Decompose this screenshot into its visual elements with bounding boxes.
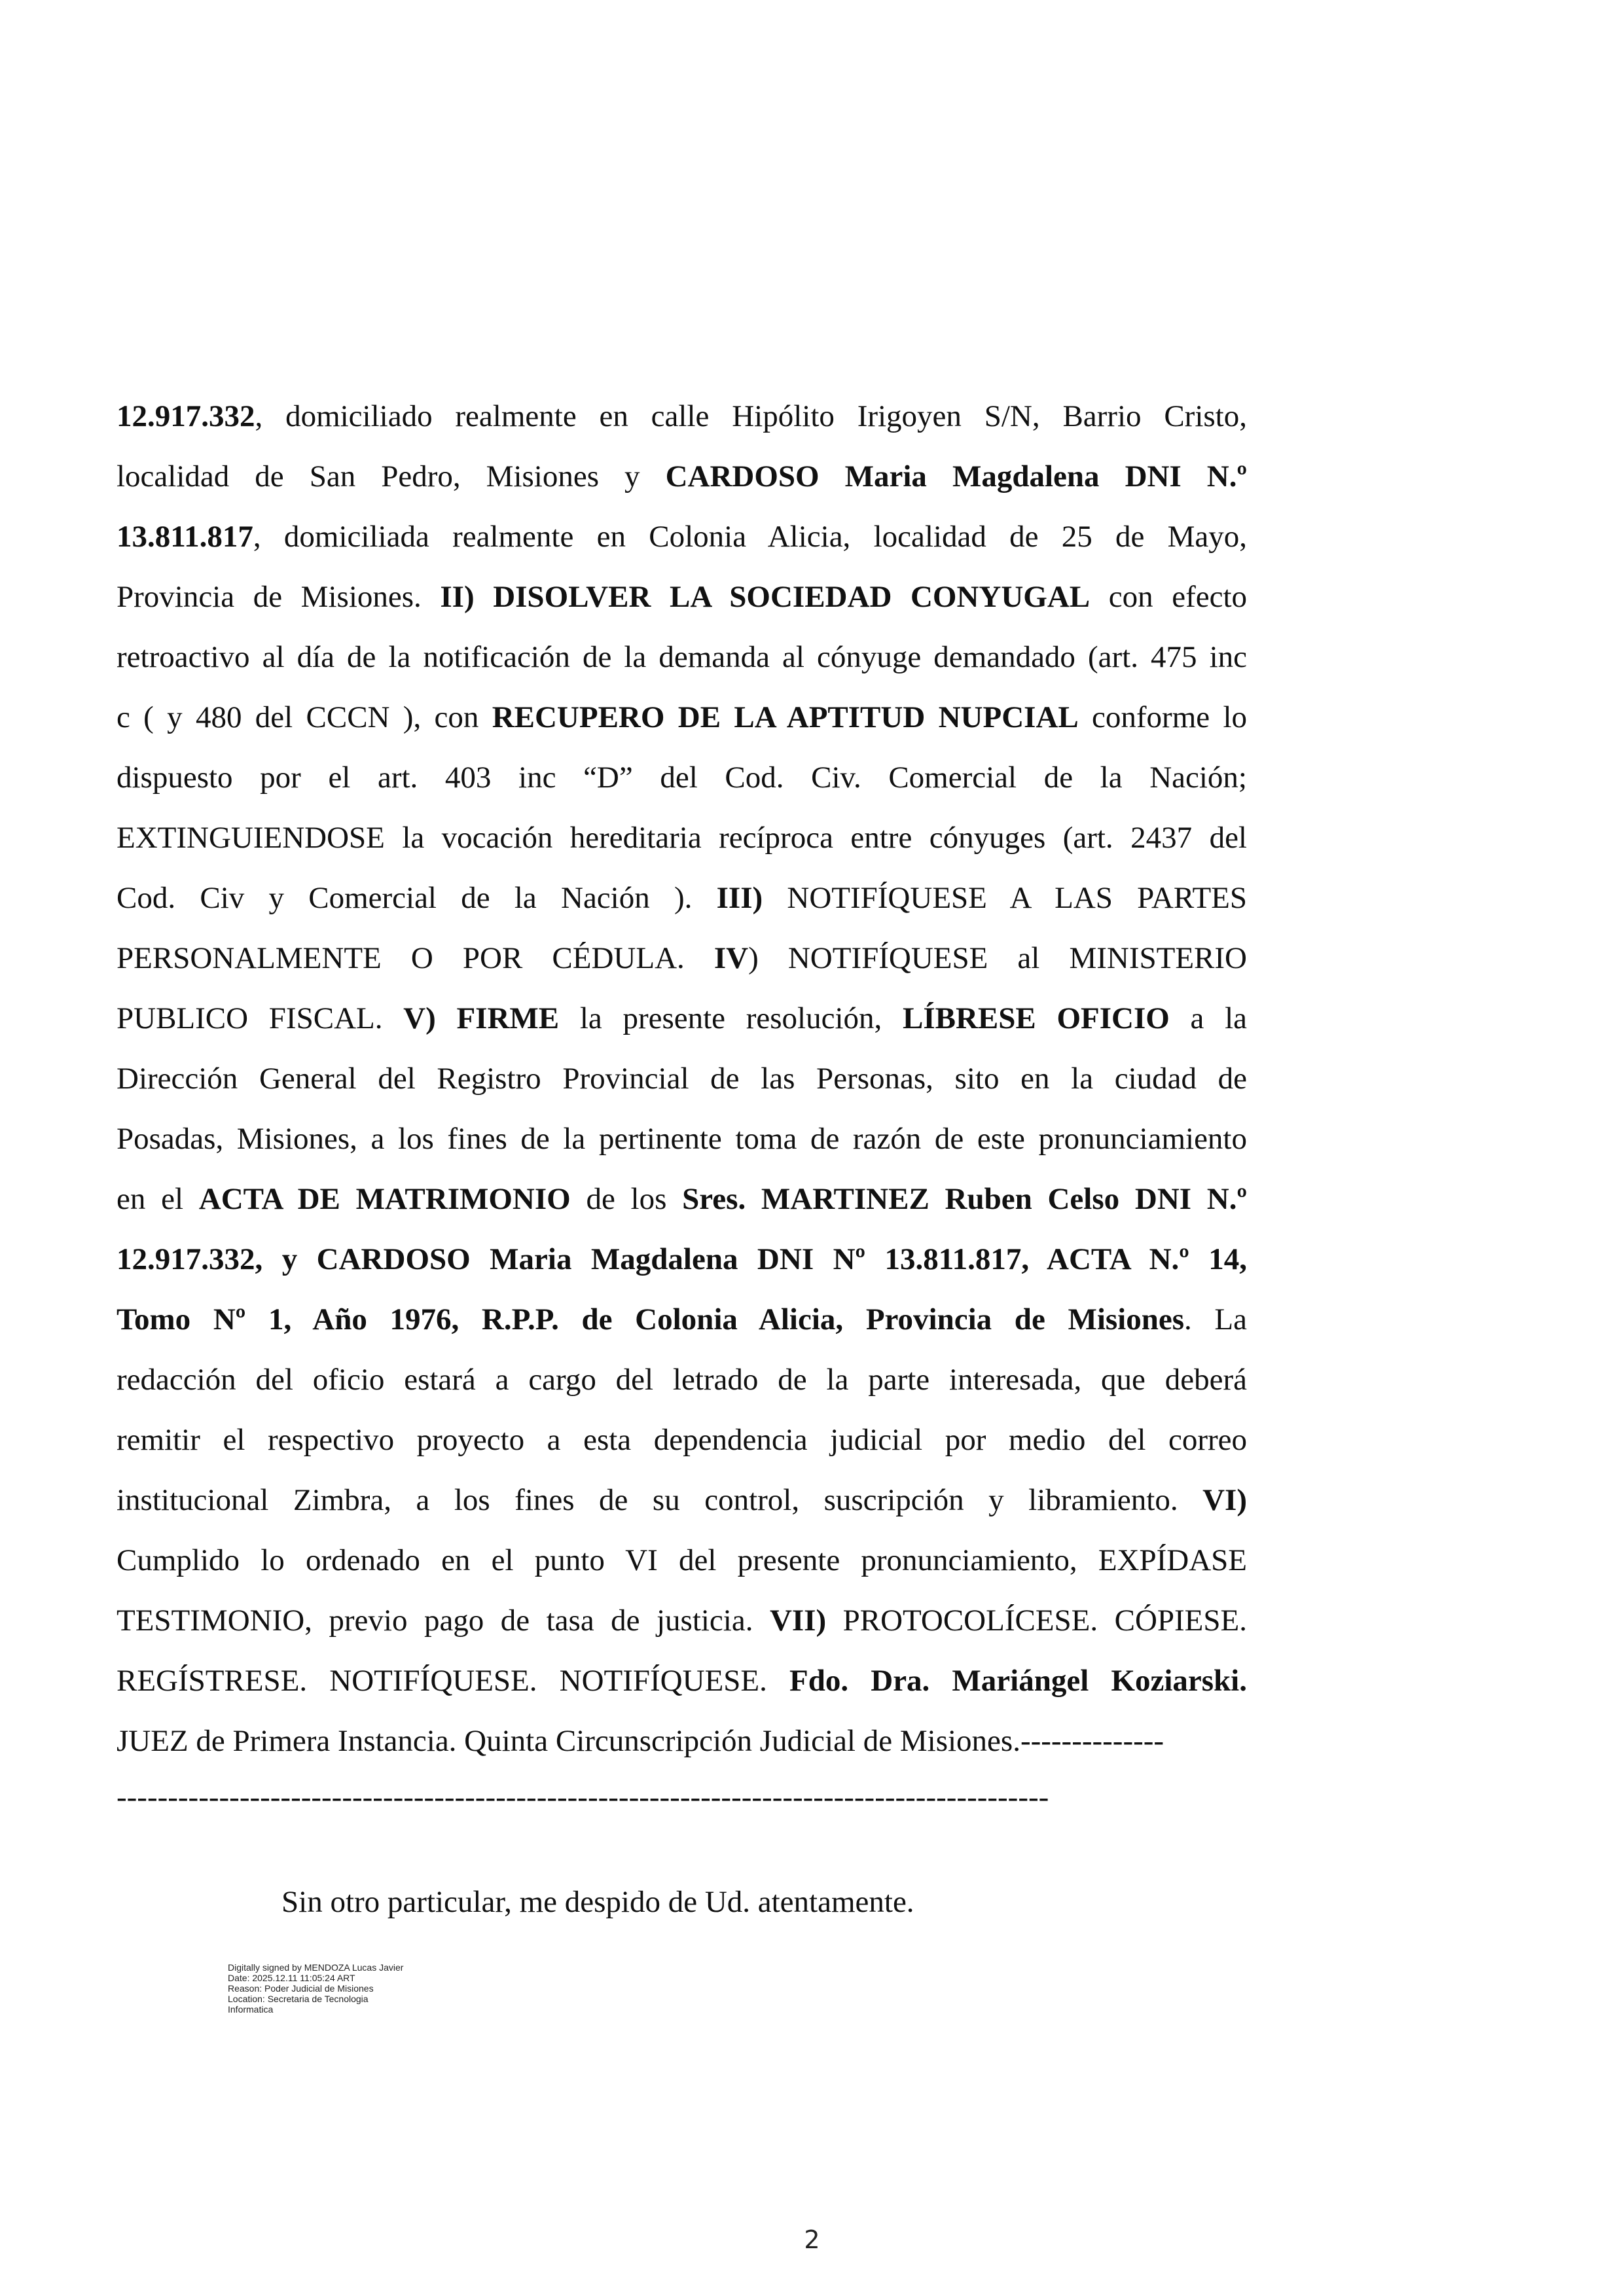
text-segment: a la <box>1169 1001 1248 1035</box>
text-line <box>117 687 1247 747</box>
text-segment: , domiciliada realmente en Colonia Alicia, localidad de 25 de Mayo, <box>253 520 1247 554</box>
text-line <box>117 446 1247 507</box>
text-line <box>117 507 1247 567</box>
text-segment: de los <box>570 1182 683 1216</box>
text-segment: localidad de San Pedro, Misiones y <box>117 459 666 493</box>
text-segment: TESTIMONIO, previo pago de tasa de justicia. <box>117 1604 770 1638</box>
bold-text-segment: III) <box>716 881 763 915</box>
text-segment: EXTINGUIENDOSE la vocación hereditaria recíproca entre cónyuges (art. 2437 del <box>117 821 1247 855</box>
bold-text-segment: IV <box>713 941 749 975</box>
text-segment: Cumplido lo ordenado en el punto VI del presente pronunciamiento, EXPÍDASE <box>117 1543 1247 1577</box>
bold-text-segment: 12.917.332 <box>117 399 255 433</box>
signature-location: Location: Secretaria de Tecnologia <box>228 1994 369 2004</box>
bold-text-segment: VII) <box>769 1604 827 1638</box>
page-number: 2 <box>804 2225 820 2254</box>
signature-signer: Digitally signed by MENDOZA Lucas Javier <box>228 1962 404 1973</box>
bold-text-segment: II) DISOLVER LA SOCIEDAD CONYUGAL <box>440 580 1091 614</box>
signature-reason: Reason: Poder Judicial de Misiones <box>228 1983 374 1994</box>
text-segment: remitir el respectivo proyecto a esta dependencia judicial por medio del correo <box>117 1423 1247 1457</box>
text-segment: Dirección General del Registro Provincial de las Personas, sito en la ciudad de <box>117 1062 1247 1096</box>
text-segment: NOTIFÍQUESE A LAS PARTES <box>763 881 1248 915</box>
text-segment: dispuesto por el art. 403 inc “D” del Cod. Civ. Comercial de la Nación; <box>117 761 1247 795</box>
bold-text-segment: 13.811.817 <box>117 520 253 554</box>
text-line <box>117 1470 1247 1530</box>
bold-text-segment: V) FIRME <box>403 1001 560 1035</box>
text-segment: REGÍSTRESE. NOTIFÍQUESE. NOTIFÍQUESE. <box>117 1664 790 1698</box>
text-line <box>117 1109 1247 1169</box>
bold-text-segment: Fdo. Dra. Mariángel Koziarski. <box>789 1664 1247 1698</box>
text-line <box>117 808 1247 868</box>
text-segment: retroactivo al día de la notificación de la demanda al cónyuge demandado (art. 475 inc <box>117 640 1247 674</box>
text-segment: PERSONALMENTE O POR CÉDULA. <box>117 941 714 975</box>
closing-farewell: Sin otro particular, me despido de Ud. atentamente. <box>281 1885 914 1919</box>
text-line <box>117 1350 1247 1410</box>
resolution-body-text <box>117 386 1247 1771</box>
text-segment: c ( y 480 del CCCN ), con <box>117 700 492 734</box>
bold-text-segment: Sres. MARTINEZ Ruben Celso DNI N.º <box>682 1182 1247 1216</box>
text-line <box>117 1410 1247 1470</box>
signature-location-cont: Informatica <box>228 2004 274 2015</box>
text-line <box>117 627 1247 687</box>
text-line <box>117 1651 1247 1711</box>
text-segment: . La <box>1184 1302 1247 1336</box>
text-segment: conforme lo <box>1078 700 1248 734</box>
text-line <box>117 1590 1247 1651</box>
text-segment: JUEZ de Primera Instancia. Quinta Circunscripción Judicial de Misiones.-------------- <box>117 1724 1164 1758</box>
text-segment: redacción del oficio estará a cargo del letrado de la parte interesada, que deberá <box>117 1363 1247 1397</box>
text-line <box>117 386 1247 446</box>
text-segment: Provincia de Misiones. <box>117 580 441 614</box>
text-segment: , domiciliado realmente en calle Hipólito Irigoyen S/N, Barrio Cristo, <box>255 399 1247 433</box>
text-line <box>117 1289 1247 1350</box>
text-segment: ) NOTIFÍQUESE al MINISTERIO <box>748 941 1247 975</box>
text-line <box>117 1530 1247 1590</box>
text-segment: institucional Zimbra, a los fines de su control, suscripción y libramiento. <box>117 1483 1203 1517</box>
dash-separator-line: ------------------------------------------------------------------------------------------- <box>117 1780 1049 1814</box>
bold-text-segment: RECUPERO DE LA APTITUD NUPCIAL <box>492 700 1079 734</box>
text-line <box>117 868 1247 928</box>
bold-text-segment: 12.917.332, y CARDOSO Maria Magdalena DNI Nº 13.811.817, ACTA N.º 14, <box>117 1242 1247 1276</box>
text-segment: en el <box>117 1182 199 1216</box>
text-segment: Cod. Civ y Comercial de la Nación ). <box>117 881 717 915</box>
bold-text-segment: LÍBRESE OFICIO <box>902 1001 1170 1035</box>
bold-text-segment: Tomo Nº 1, Año 1976, R.P.P. de Colonia Alicia, Provincia de Misiones <box>117 1302 1185 1336</box>
digital-signature-stamp <box>228 1962 503 2015</box>
bold-text-segment: ACTA DE MATRIMONIO <box>198 1182 571 1216</box>
text-segment: PUBLICO FISCAL. <box>117 1001 404 1035</box>
text-line <box>117 1711 1247 1771</box>
text-line <box>117 1049 1247 1109</box>
text-line <box>117 567 1247 627</box>
text-segment: PROTOCOLÍCESE. CÓPIESE. <box>826 1604 1247 1638</box>
signature-date: Date: 2025.12.11 11:05:24 ART <box>228 1973 355 1983</box>
text-line <box>117 1169 1247 1229</box>
bold-text-segment: VI) <box>1202 1483 1247 1517</box>
text-line <box>117 988 1247 1049</box>
text-line <box>117 1229 1247 1289</box>
text-segment: Posadas, Misiones, a los fines de la pertinente toma de razón de este pronunciamiento <box>117 1122 1247 1156</box>
bold-text-segment: CARDOSO Maria Magdalena DNI N.º <box>665 459 1247 493</box>
text-line <box>117 928 1247 988</box>
text-segment: la presente resolución, <box>559 1001 903 1035</box>
text-line <box>117 747 1247 808</box>
text-segment: con efecto <box>1090 580 1247 614</box>
